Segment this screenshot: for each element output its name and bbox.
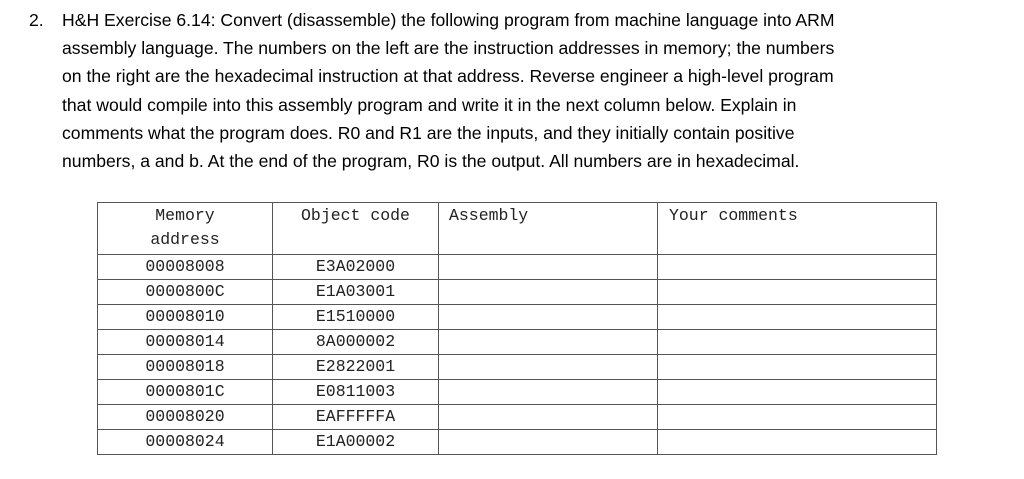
table-row <box>98 280 937 305</box>
cell-assembly[interactable] <box>439 280 658 305</box>
cell-assembly[interactable] <box>439 355 658 380</box>
cell-address: 0000801C <box>98 380 273 405</box>
table-row <box>98 330 937 355</box>
cell-object-code: E1510000 <box>273 305 439 330</box>
cell-address: 00008010 <box>98 305 273 330</box>
cell-object-code: EAFFFFFA <box>273 405 439 430</box>
cell-assembly[interactable] <box>439 405 658 430</box>
cell-comments[interactable] <box>658 405 937 430</box>
disassembly-table <box>97 202 937 455</box>
cell-comments[interactable] <box>658 380 937 405</box>
cell-address: 00008020 <box>98 405 273 430</box>
header-comments: Your comments <box>658 203 937 255</box>
cell-comments[interactable] <box>658 255 937 280</box>
cell-object-code: E3A02000 <box>273 255 439 280</box>
table-row <box>98 430 937 455</box>
table-row <box>98 255 937 280</box>
cell-assembly[interactable] <box>439 305 658 330</box>
header-assembly: Assembly <box>439 203 658 255</box>
table-row <box>98 355 937 380</box>
cell-object-code: E1A03001 <box>273 280 439 305</box>
question-line: that would compile into this assembly program and write it in the next column below. Explain in <box>62 94 797 115</box>
table-row <box>98 405 937 430</box>
cell-assembly[interactable] <box>439 430 658 455</box>
cell-comments[interactable] <box>658 330 937 355</box>
header-object-code: Object code <box>273 203 439 255</box>
question-text <box>62 6 962 175</box>
table-row <box>98 380 937 405</box>
cell-address: 00008008 <box>98 255 273 280</box>
cell-address: 00008024 <box>98 430 273 455</box>
question-line: H&H Exercise 6.14: Convert (disassemble) the following program from machine language into ARM <box>62 10 835 30</box>
question-line: on the right are the hexadecimal instruction at that address. Reverse engineer a high-level program <box>62 66 834 87</box>
cell-comments[interactable] <box>658 280 937 305</box>
question-line: numbers, a and b. At the end of the program, R0 is the output. All numbers are in hexadecimal. <box>62 151 800 172</box>
table-row <box>98 305 937 330</box>
cell-object-code: E2822001 <box>273 355 439 380</box>
cell-comments[interactable] <box>658 430 937 455</box>
cell-comments[interactable] <box>658 305 937 330</box>
cell-comments[interactable] <box>658 355 937 380</box>
table-header-row <box>98 203 937 255</box>
header-address-line1: Memory <box>155 206 215 225</box>
question-block <box>29 6 989 175</box>
cell-object-code: E1A00002 <box>273 430 439 455</box>
header-address-line2: address <box>150 230 220 249</box>
cell-object-code: E0811003 <box>273 380 439 405</box>
cell-assembly[interactable] <box>439 380 658 405</box>
cell-address: 0000800C <box>98 280 273 305</box>
question-line: assembly language. The numbers on the left are the instruction addresses in memory; the numbers <box>62 38 835 59</box>
cell-object-code: 8A000002 <box>273 330 439 355</box>
header-memory-address <box>98 203 273 255</box>
cell-address: 00008018 <box>98 355 273 380</box>
cell-assembly[interactable] <box>439 330 658 355</box>
cell-address: 00008014 <box>98 330 273 355</box>
cell-assembly[interactable] <box>439 255 658 280</box>
question-number: 2. <box>29 10 44 30</box>
question-line: comments what the program does. R0 and R1 are the inputs, and they initially contain positive <box>62 122 795 143</box>
